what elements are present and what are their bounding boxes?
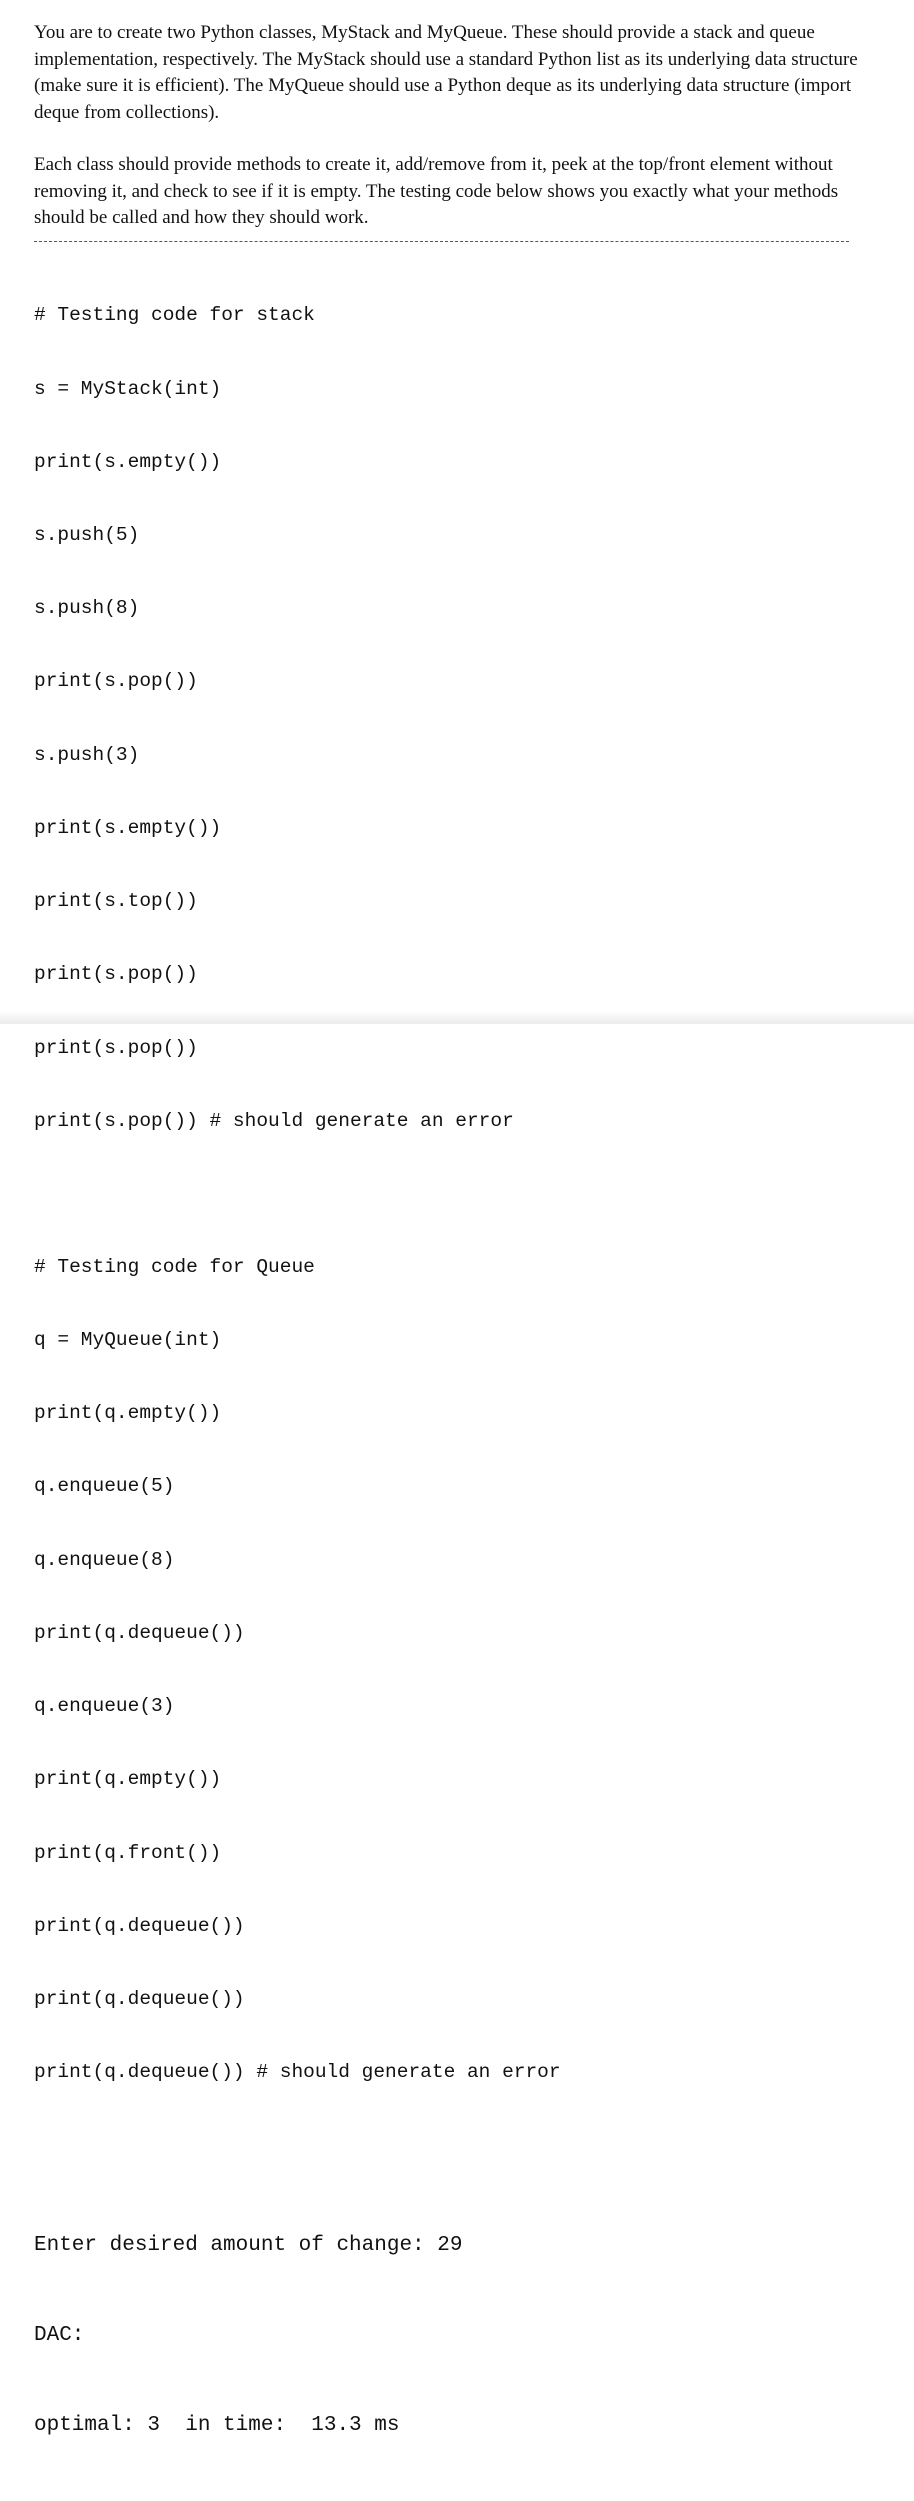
dac-label: DAC: [34, 2324, 85, 2348]
code-line: print(s.pop()) # should generate an error [34, 1109, 514, 1132]
code-line: print(s.pop()) [34, 1036, 198, 1059]
stack-test-code [34, 255, 884, 1182]
code-line: q = MyQueue(int) [34, 1328, 222, 1351]
bottom-edge-shadow [0, 1010, 914, 1024]
code-line: s = MyStack(int) [34, 377, 222, 400]
code-line: s.push(3) [34, 743, 140, 766]
code-line: print(s.top()) [34, 890, 198, 913]
code-line: # Testing code for stack [34, 304, 315, 327]
code-line: q.enqueue(5) [34, 1475, 175, 1498]
code-line: print(s.empty()) [34, 816, 222, 839]
code-line: print(q.front()) [34, 1841, 222, 1864]
code-line: print(q.dequeue()) [34, 1914, 245, 1937]
code-line: s.push(5) [34, 523, 140, 546]
document-page [34, 20, 884, 2501]
code-line: print(s.pop()) [34, 963, 198, 986]
change-prompt: Enter desired amount of change: 29 [34, 2234, 463, 2258]
console-output [34, 2171, 884, 2501]
code-line: q.enqueue(8) [34, 1548, 175, 1571]
code-line: print(q.empty()) [34, 1402, 222, 1425]
queue-test-code [34, 1206, 884, 2133]
code-line: print(q.dequeue()) [34, 1987, 245, 2010]
code-line: q.enqueue(3) [34, 1695, 175, 1718]
code-line: print(q.dequeue()) # should generate an error [34, 2061, 561, 2084]
optimal-result: optimal: 3 in time: 13.3 ms [34, 2414, 400, 2438]
code-line: print(s.pop()) [34, 670, 198, 693]
instructions-paragraph-1: You are to create two Python classes, MyStack and MyQueue. These should provide a stack and queue implementation, respectively. The MyStack should use a standard Python list as its underlying data structure (make sure it is efficient). The MyQueue should use a Python deque as its underlying data structure (import deque from collections). [34, 22, 858, 123]
dashed-divider [34, 241, 849, 242]
code-line: print(q.empty()) [34, 1768, 222, 1791]
instructions-paragraph-2: Each class should provide methods to create it, add/remove from it, peek at the top/front element without removing it, and check to see if it is empty. The testing code below shows you exactly what your methods should be called and how they should work. [34, 154, 839, 228]
code-line: print(q.dequeue()) [34, 1621, 245, 1644]
code-line: # Testing code for Queue [34, 1255, 315, 1278]
code-line: s.push(8) [34, 597, 140, 620]
code-line: print(s.empty()) [34, 450, 222, 473]
